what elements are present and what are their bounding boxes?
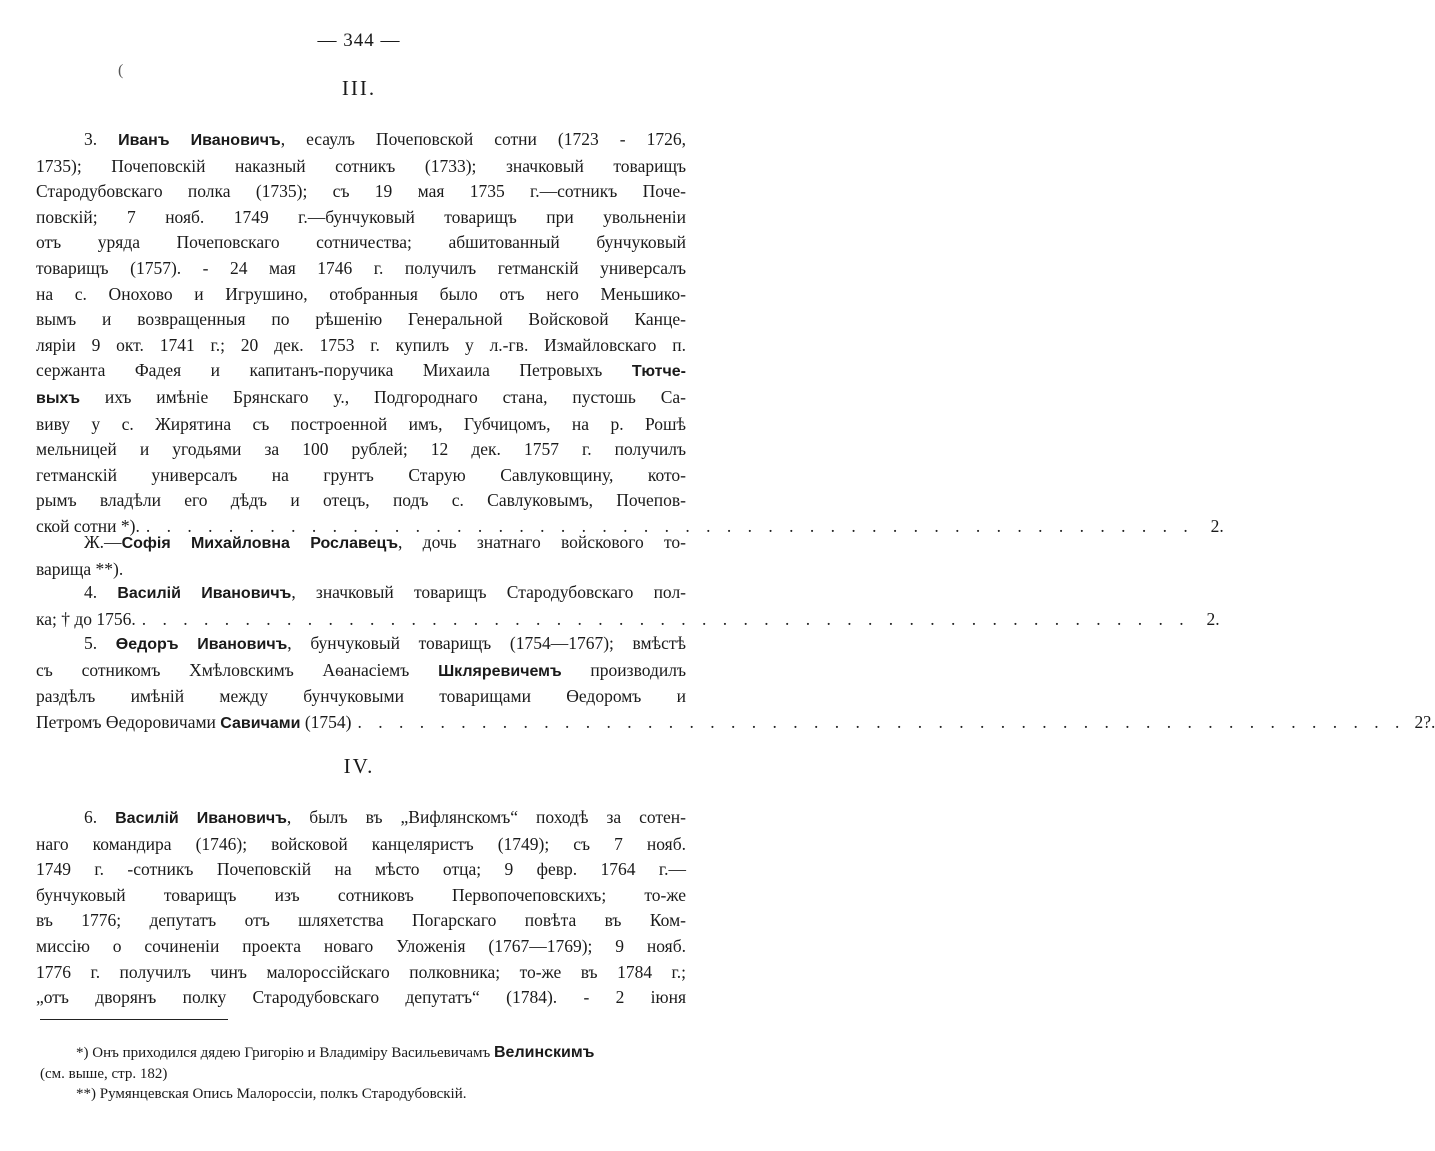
footnote-1 [40, 1042, 685, 1085]
footnote-text: *) Онъ приходился дядею Григорію и Владиміру Васильевичамъ [76, 1045, 491, 1061]
entry-line: бунчуковый товарищъ изъ сотниковъ Первопочеповскихъ; то-же [36, 884, 686, 905]
entry-line [36, 658, 686, 685]
entry-line: варища **). [36, 558, 124, 579]
generation-number: 2. [1206, 608, 1220, 629]
entry-vasiliy-ivanovich-6 [36, 805, 686, 1011]
entry-line: въ 1776; депутатъ отъ шляхетства Погарскаго повѣта въ Ком- [36, 910, 686, 931]
entry-number: 3. [84, 129, 98, 149]
person-name: Шкляревичемъ [438, 662, 562, 680]
ink-smudge-mark: ( [118, 62, 124, 79]
entry-line: 1735); Почеповскій наказный сотникъ (1733); значковый товарищъ [36, 155, 686, 176]
entry-text: ской сотни *). [36, 515, 140, 536]
entry-text: , былъ въ „Вифлянскомъ“ походѣ за сотен- [286, 807, 687, 827]
entry-fedor-ivanovich [36, 631, 1435, 736]
person-name: Иванъ Ивановичъ [118, 132, 281, 149]
entry-line: товарищъ (1757). - 24 мая 1746 г. получилъ гетманскій универсалъ [36, 257, 686, 278]
entry-line: „отъ дворянъ полку Стародубовскаго депутатъ“ (1784). - 2 іюня [36, 987, 686, 1008]
entry-line [36, 580, 686, 607]
generation-number: 2. [1210, 515, 1224, 536]
person-name: Тютче- [631, 363, 686, 381]
entry-line: повскій; 7 нояб. 1749 г.—бунчуковый товарищъ при увольненіи [36, 206, 686, 227]
page-number: — 344 — [317, 30, 401, 51]
entry-wife-sofia [36, 530, 686, 582]
entry-ivan-ivanovich [36, 127, 1224, 540]
entry-text: съ сотникомъ Хмѣловскимъ Аѳанасіемъ [36, 659, 410, 680]
person-name: Велинскимъ [494, 1044, 595, 1061]
entry-line: отъ уряда Почеповскаго сотничества; абшитованный бунчуковый [36, 232, 686, 253]
footnote-line: (см. выше, стр. 182) [40, 1066, 168, 1082]
person-name: Өедоръ Ивановичъ [115, 636, 288, 653]
entry-line [36, 530, 686, 557]
entry-number: 4. [84, 582, 98, 602]
entry-text: , есаулъ Почеповской сотни (1723 - 1726, [280, 129, 686, 149]
section-heading-iv: IV. [343, 754, 375, 778]
dot-leader: . . . . . . . . . . . . . . . . . . . . . . . . . . . . . . . . . . . . . . . . . . . . . . . . . . . [357, 711, 1406, 732]
entry-line: ляріи 9 окт. 1741 г.; 20 дек. 1753 г. купилъ у л.-гв. Измайловскаго п. [36, 334, 686, 355]
wife-prefix: Ж.— [84, 532, 122, 552]
entry-line: рымъ владѣли его дѣдъ и отецъ, подъ с. Савлуковымъ, Почепов- [36, 490, 686, 511]
section-heading-iii: III. [341, 76, 377, 100]
entry-line-with-leader [36, 607, 1220, 633]
entry-line: 1776 г. получилъ чинъ малороссійскаго полковника; то-же въ 1784 г.; [36, 961, 686, 982]
entry-line: Стародубовскаго полка (1735); съ 19 мая 1735 г.—сотникъ Поче- [36, 181, 686, 202]
entry-line: виву у с. Жирятина съ построенной имъ, Губчицомъ, на р. Рошѣ [36, 413, 686, 434]
entry-number: 5. [84, 633, 98, 653]
entry-text: , дочь знатнаго войскового то- [398, 532, 686, 552]
footnote-line: **) Румянцевская Опись Малороссіи, полкъ Стародубовскій. [76, 1086, 467, 1102]
entry-text: , бунчуковый товарищъ (1754—1767); вмѣстѣ [287, 633, 686, 653]
footnote-line [40, 1042, 685, 1064]
entry-text: , значковый товарищъ Стародубовскаго пол- [291, 582, 687, 602]
entry-line [36, 631, 686, 658]
generation-number: 2?. [1414, 711, 1435, 732]
dot-leader: . . . . . . . . . . . . . . . . . . . . . . . . . . . . . . . . . . . . . . . . . . . . . . . . . . . [141, 608, 1190, 629]
entry-line: раздѣлъ имѣній между бунчуковыми товарищами Өедоромъ и [36, 686, 686, 707]
entry-line: мельницей и угодьями за 100 рублей; 12 дек. 1757 г. получилъ [36, 439, 686, 460]
entry-line: наго командира (1746); войсковой канцеляристъ (1749); съ 7 нояб. [36, 833, 686, 854]
entry-text: производилъ [590, 659, 687, 680]
person-name: Савичами [220, 714, 301, 732]
entry-text: ка; † до 1756. [36, 608, 136, 629]
entry-line: гетманскій универсалъ на грунтъ Старую Савлуковщину, кото- [36, 464, 686, 485]
person-name: выхъ [36, 389, 81, 407]
entry-line: вымъ и возвращенныя по рѣшенію Генеральной Войсковой Канце- [36, 309, 686, 330]
entry-line: миссію о сочиненіи проекта новаго Уложенія (1767—1769); 9 нояб. [36, 935, 686, 956]
footnote-2 [40, 1084, 685, 1105]
entry-vasiliy-ivanovich-4 [36, 580, 1220, 632]
person-name: Василій Ивановичъ [117, 585, 292, 602]
entry-line: 1749 г. -сотникъ Почеповскій на мѣсто отца; 9 февр. 1764 г.— [36, 859, 686, 880]
entry-line [36, 358, 686, 385]
entry-text: (1754) [304, 711, 352, 732]
entry-text: Петромъ Өедоровичами [36, 711, 216, 732]
footnote-separator [40, 1019, 228, 1020]
entry-text: сержанта Фадея и капитанъ-поручика Михаила Петровыхъ [36, 360, 603, 381]
person-name: Василій Ивановичъ [115, 810, 287, 827]
entry-text: ихъ имѣніе Брянскаго у., Подгороднаго стана, пустошь Са- [104, 386, 687, 407]
dot-leader: . . . . . . . . . . . . . . . . . . . . . . . . . . . . . . . . . . . . . . . . . . . . . . . . . . . [145, 515, 1194, 536]
entry-line [36, 805, 686, 832]
entry-line [36, 385, 686, 412]
entry-line: на с. Онохово и Игрушино, отобранныя было отъ него Меньшико- [36, 283, 686, 304]
entry-line [36, 127, 686, 154]
person-name: Софія Михайловна Рославецъ [121, 535, 399, 552]
entry-line-with-leader [36, 710, 1435, 737]
entry-number: 6. [84, 807, 98, 827]
